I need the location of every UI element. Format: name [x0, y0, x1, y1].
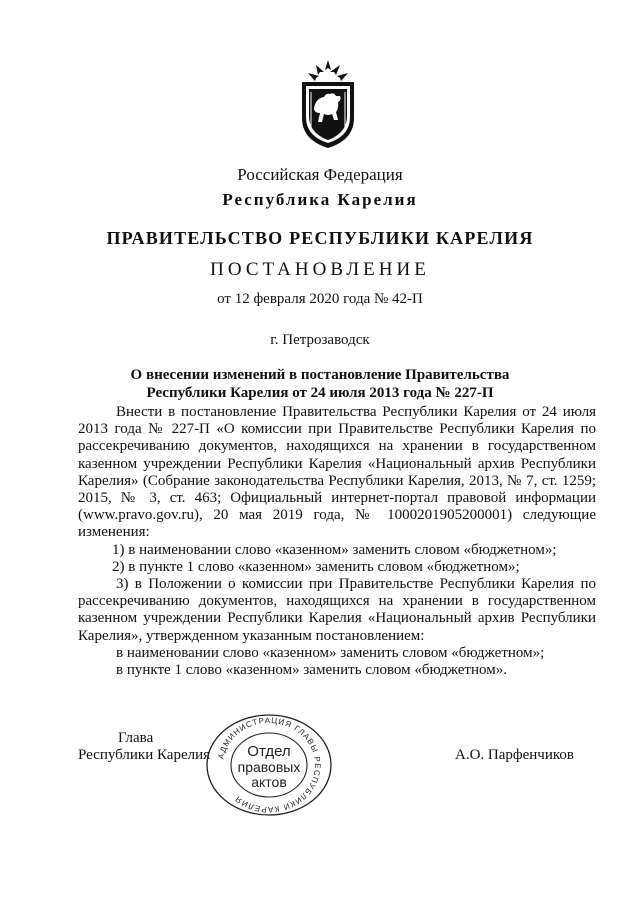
- amendment-item-3: 3) в Положении о комиссии при Правительстве Республики Карелия по рассекречиванию документов, находящихся на хранении в государственном казенном учреждении Республики Карелия «Национальный архив Республики Карелия», утвержденном указанным постановлением:: [78, 576, 596, 644]
- stamp-line-1: Отдел: [247, 743, 291, 760]
- amendment-subitem-1: в наименовании слово «казенном» заменить словом «бюджетном»;: [116, 644, 545, 661]
- document-body: [78, 404, 596, 679]
- signatory-name: А.О. Парфенчиков: [455, 747, 574, 763]
- title-line-2: Республики Карелия от 24 июля 2013 года № 227-П: [146, 385, 494, 401]
- amendment-item-2: 2) в пункте 1 слово «казенном» заменить словом «бюджетном»;: [112, 558, 520, 575]
- country-name: Российская Федерация: [237, 165, 403, 184]
- republic-name: Республика Карелия: [222, 190, 418, 209]
- coat-of-arms-emblem: [292, 60, 364, 150]
- document-title: [0, 366, 640, 402]
- title-line-1: О внесении изменений в постановление Правительства: [130, 367, 510, 383]
- official-stamp: [203, 712, 335, 818]
- body-intro-paragraph: Внести в постановление Правительства Республики Карелия от 24 июля 2013 года № 227-П «О комиссии при Правительстве Республики Карелия по рассекречиванию документов, находящихся на хранении в государственном казенном учреждении Республики Карелия «Национальный архив Республики Карелия» (Собрание законодательства Республики Карелия, 2013, № 7, ст. 1259; 2015, № 3, ст. 463; Официальный интернет-портал правовой информации (www.pravo.gov.ru), 20 мая 2019 года, № 1000201905200001) следующие изменения:: [78, 404, 596, 541]
- stamp-ring-text: АДМИНИСТРАЦИЯ ГЛАВЫ РЕСПУБЛИКИ КАРЕЛИЯ: [216, 715, 323, 815]
- signatory-position-line-1: Глава: [118, 730, 154, 746]
- amendment-item-1: 1) в наименовании слово «казенном» заменить словом «бюджетном»;: [112, 541, 557, 558]
- amendment-subitem-2: в пункте 1 слово «казенном» заменить словом «бюджетном».: [116, 662, 507, 679]
- stamp-line-3: актов: [251, 774, 287, 790]
- document-type: ПОСТАНОВЛЕНИЕ: [210, 259, 430, 280]
- document-city: г. Петрозаводск: [270, 332, 370, 348]
- stamp-line-2: правовых: [237, 759, 301, 775]
- document-date-number: от 12 февраля 2020 года № 42-П: [217, 291, 423, 307]
- government-name: ПРАВИТЕЛЬСТВО РЕСПУБЛИКИ КАРЕЛИЯ: [106, 228, 534, 248]
- signatory-position-line-2: Республики Карелия: [78, 747, 211, 763]
